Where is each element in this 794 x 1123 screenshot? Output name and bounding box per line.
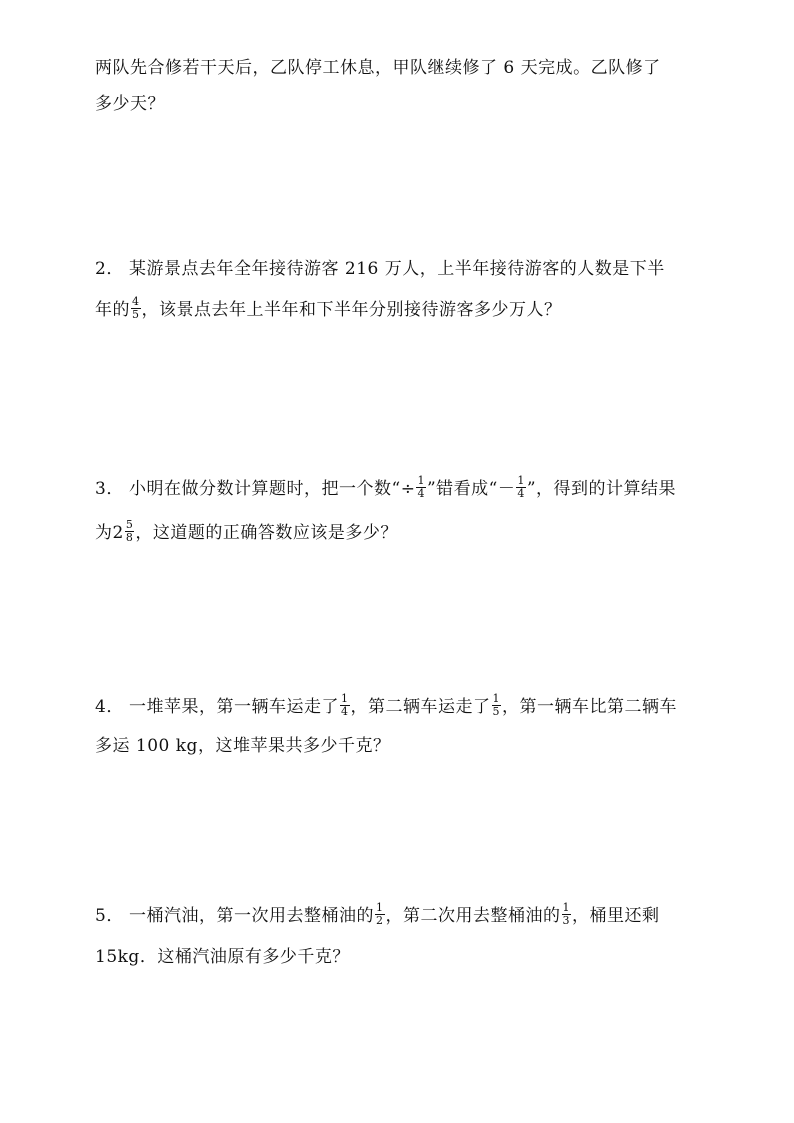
q5-number: 5． <box>95 906 124 926</box>
q3-frac2-denominator: 4 <box>517 487 525 500</box>
q3-text2-post: ，这道题的正确答数应该是多少？ <box>135 523 398 543</box>
q3-frac2-numerator: 1 <box>517 474 525 487</box>
q5-text1-post: ，桶里还剩 <box>572 906 660 926</box>
q5-text1-mid: ，第二次用去整桶油的 <box>385 906 561 926</box>
q4-frac2-denominator: 5 <box>492 705 500 718</box>
q2-frac-denominator: 5 <box>132 308 140 321</box>
q3-frac3-numerator: 5 <box>125 518 134 531</box>
q5-line2: 15kg．这桶汽油原有多少千克？ <box>95 947 350 967</box>
q3-line1 <box>95 476 705 502</box>
q5-frac2-denominator: 3 <box>562 914 570 927</box>
q4-text1-mid: ，第二辆车运走了 <box>350 697 491 717</box>
q3-fraction-1 <box>416 475 426 500</box>
q2-text2-post: ，该景点去年上半年和下半年分别接待游客多少万人？ <box>141 300 562 320</box>
q3-text2-pre: 为 <box>95 523 113 543</box>
q5-fraction-2 <box>562 902 572 927</box>
q4-text1-post: ，第一辆车比第二辆车 <box>502 697 677 717</box>
q5-fraction-1 <box>375 902 385 927</box>
q4-frac2-numerator: 1 <box>492 692 500 705</box>
q5-frac2-numerator: 1 <box>562 901 570 914</box>
q2-text2-pre: 年的 <box>95 300 130 320</box>
q3-text1-mid: ”错看成“－ <box>426 479 516 499</box>
q5-line1 <box>95 903 705 929</box>
q4-fraction-1 <box>340 693 350 718</box>
q3-text1-pre: 小明在做分数计算题时，把一个数“÷ <box>129 479 416 499</box>
q3-text1-post: ”，得到的计算结果 <box>526 479 677 499</box>
q1-line2: 多少天？ <box>95 94 165 114</box>
q4-line2: 多运 100 kg，这堆苹果共多少千克？ <box>95 736 391 756</box>
q4-line1 <box>95 694 705 720</box>
q3-frac1-numerator: 1 <box>417 474 425 487</box>
q2-line2 <box>95 297 705 323</box>
q5-text1-pre: 一桶汽油，第一次用去整桶油的 <box>129 906 374 926</box>
q1-line1: 两队先合修若干天后，乙队停工休息，甲队继续修了 6 天完成。乙队修了 <box>95 58 661 78</box>
q2-number: 2． <box>95 259 124 279</box>
q3-number: 3． <box>95 479 124 499</box>
q4-frac1-denominator: 4 <box>341 705 349 718</box>
q2-fraction <box>131 296 141 321</box>
q5-frac1-denominator: 2 <box>376 914 384 927</box>
q3-line2 <box>95 520 705 546</box>
q2-line1 <box>95 256 705 282</box>
q2-text1: 某游景点去年全年接待游客 216 万人，上半年接待游客的人数是下半 <box>129 259 665 279</box>
q2-frac-numerator: 4 <box>132 295 140 308</box>
q4-text1-pre: 一堆苹果，第一辆车运走了 <box>129 697 339 717</box>
q4-number: 4． <box>95 697 124 717</box>
q3-fraction-2 <box>516 475 526 500</box>
q5-frac1-numerator: 1 <box>376 901 384 914</box>
q3-frac1-denominator: 4 <box>417 487 425 500</box>
q3-frac3-denominator: 8 <box>125 531 134 544</box>
q4-fraction-2 <box>492 693 502 718</box>
q4-frac1-numerator: 1 <box>341 692 349 705</box>
q3-fraction-3 <box>125 519 135 544</box>
q3-mixed-integer: 2 <box>112 523 124 543</box>
